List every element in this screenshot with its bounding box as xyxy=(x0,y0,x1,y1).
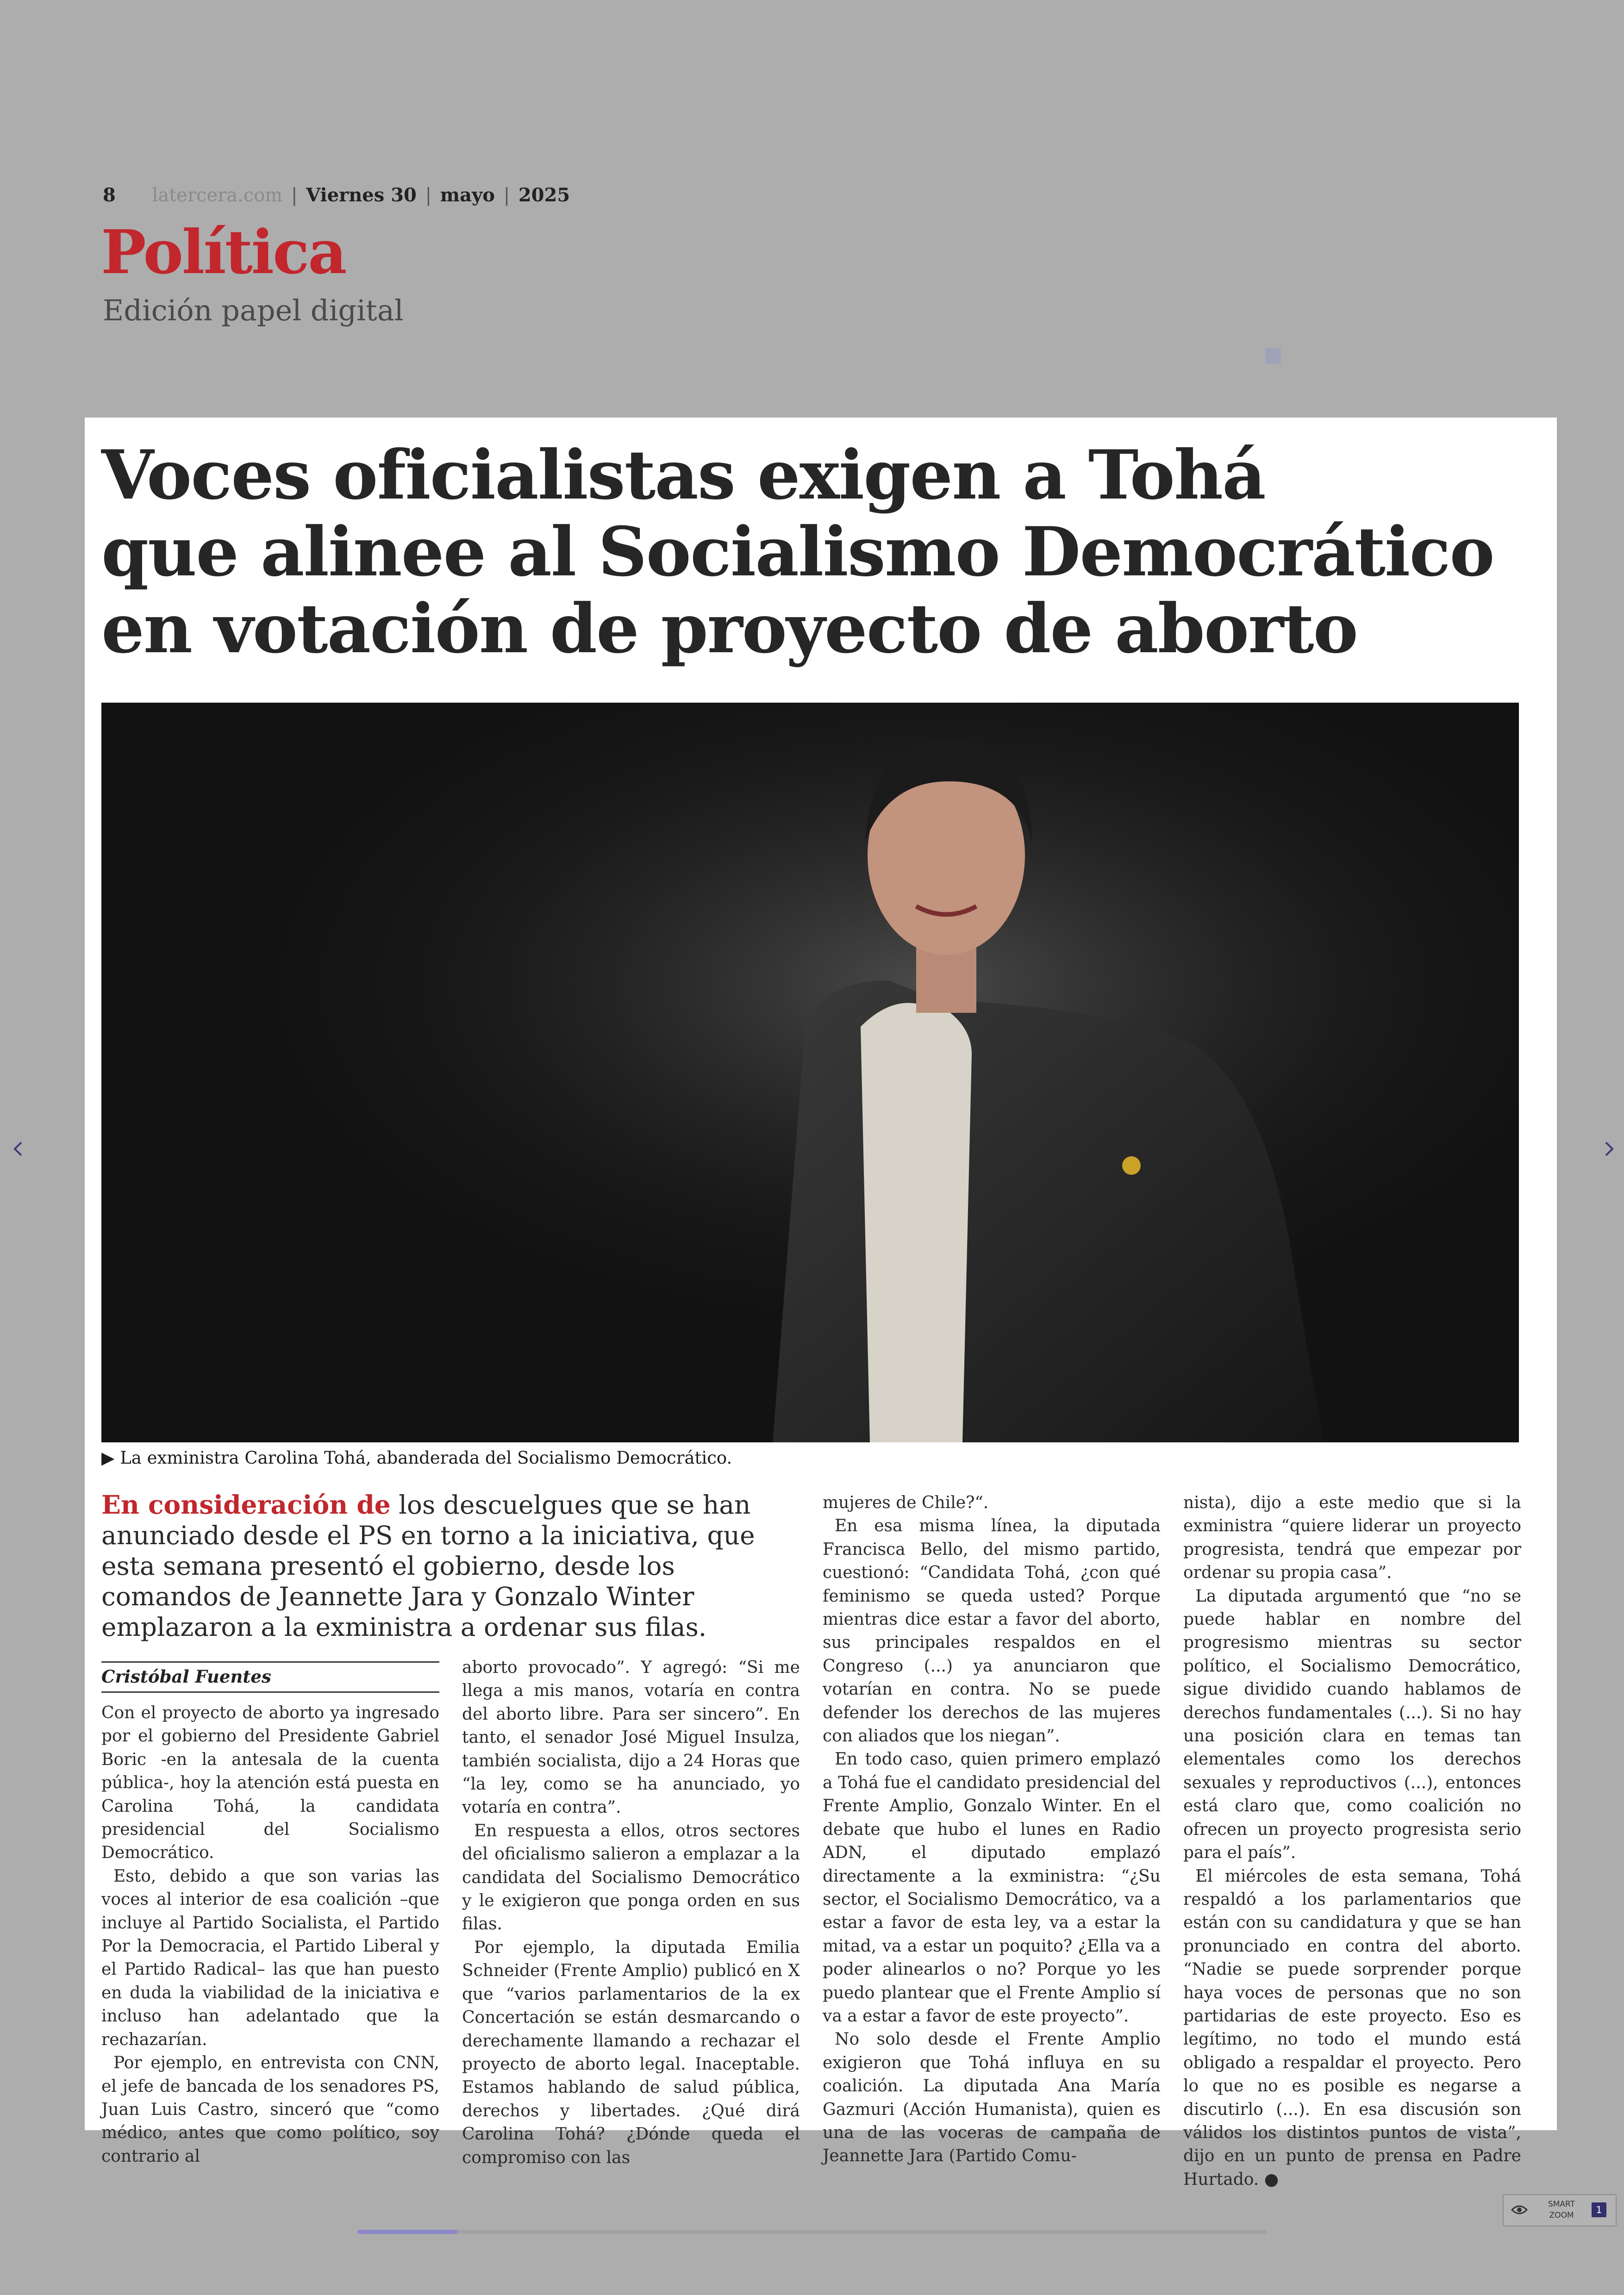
chevron-left-icon xyxy=(5,1135,32,1163)
headline-line: en votación de proyecto de aborto xyxy=(101,589,1357,668)
paragraph xyxy=(1183,1865,1521,2192)
photo-caption: ▶ La exministra Carolina Tohá, abanderada del Socialismo Democrático. xyxy=(101,1448,732,1468)
masthead-line xyxy=(103,184,570,206)
article-column-3 xyxy=(823,1491,1161,2168)
paragraph: Esto, debido a que son varias las voces al interior de esa coalición –que incluye al Partido Socialista, el Partido Por la Democracia, el Partido Liberal y el Partido Radical– las que han puesto en duda la viabilidad de la iniciativa e incluso han adelantado que la rechazarían. xyxy=(101,1866,439,2049)
paragraph: Por ejemplo, en entrevista con CNN, el jefe de bancada de los senadores PS, Juan Luis Castro, sinceró que “como médico, antes que como político, soy contrario al xyxy=(101,2053,439,2166)
article-column-1 xyxy=(101,1702,439,2168)
separator: | xyxy=(503,185,510,206)
article-photo xyxy=(101,703,1519,1442)
edition-subtitle: Edición papel digital xyxy=(103,293,404,327)
paragraph: Con el proyecto de aborto ya ingresado por el gobierno del Presidente Gabriel Boric -en la antesala de la cuenta pública-, hoy la atención está puesta en Carolina Tohá, la candidata presidencial del Socialismo Democrático. xyxy=(101,1703,439,1863)
paragraph: aborto provocado”. Y agregó: “Si me llega a mis manos, votaría en contra del aborto libre. Para ser sincero”. En tanto, el senador José Miguel Insulza, también socialista, dijo a 24 Horas que “la ley, como se ha anunciado, yo votaría en contra”. xyxy=(462,1658,800,1817)
prev-page-button[interactable] xyxy=(5,1135,32,1163)
paragraph: En esa misma línea, la diputada Francisca Bello, del mismo partido, cuestionó: “Candidata Tohá, ¿con qué feminismo se queda usted? Porque mientras dice estar a favor del aborto, sus principales respaldos en el Congreso (...) ya anunciaron que votarían en contra. No se puede defender los derechos de las mujeres con aliados que los niegan”. xyxy=(823,1516,1161,1746)
page-progress-bar[interactable] xyxy=(357,2230,1267,2234)
article-lede xyxy=(101,1490,787,1642)
separator: | xyxy=(291,185,298,206)
smart-zoom-count: 1 xyxy=(1592,2202,1606,2217)
site-name: latercera.com xyxy=(152,185,283,206)
date-year: 2025 xyxy=(518,184,570,206)
author-byline: Cristóbal Fuentes xyxy=(101,1661,439,1693)
end-mark: ● xyxy=(1264,2170,1279,2189)
lede-body: los descuelgues que se han anunciado desde el PS en torno a la iniciativa, que esta semana presentó el gobierno, desde los comandos de Jeannette Jara y Gonzalo Winter emplazaron a la exministra a ordenar sus filas. xyxy=(101,1490,755,1642)
eye-icon xyxy=(1511,2203,1528,2216)
paragraph-text: El miércoles de esta semana, Tohá respaldó a los parlamentarios que están con su candidatura y que se han pronunciado en contra del aborto. “Nadie se puede sorprender porque haya voces de personas que no son partidarias de este proyecto. Eso es legítimo, no todo el mundo está obligado a respaldar el proyecto. Pero lo que no es posible es negarse a discutirlo (...). En esa discusión son válidos los distintos puntos de vista”, dijo en un punto de prensa en Padre Hurtado. xyxy=(1183,1866,1521,2189)
paragraph: No solo desde el Frente Amplio exigieron que Tohá influya en su coalición. La diputada Ana María Gazmuri (Acción Humanista), quien es una de las voceras de campaña de Jeannette Jara (Partido Comu- xyxy=(823,2030,1161,2166)
next-page-button[interactable] xyxy=(1595,1135,1623,1163)
headline-line: que alinee al Socialismo Democrático xyxy=(101,512,1494,592)
lede-kicker: En consideración de xyxy=(101,1490,391,1520)
paragraph: Por ejemplo, la diputada Emilia Schneider (Frente Amplio) publicó en X que “varios parlamentarios de la ex Concertación se están desmarcando o derechamente llamando a rechazar el proyecto de aborto legal. Inaceptable. Estamos hablando de salud pública, derechos y libertades. ¿Qué dirá Carolina Tohá? ¿Dónde queda el compromiso con las xyxy=(462,1938,800,2167)
paragraph: mujeres de Chile?“. xyxy=(823,1493,989,1512)
smart-zoom-button[interactable] xyxy=(1503,2194,1617,2226)
section-title: Política xyxy=(101,217,346,287)
newspaper-page xyxy=(85,418,1557,2189)
paragraph: nista), dijo a este medio que si la exministra “quiere liderar un proyecto progresista, tendrá que empezar por ordenar su propia casa”. xyxy=(1183,1493,1521,1583)
headline-line: Voces oficialistas exigen a Tohá xyxy=(101,436,1265,515)
paragraph: La diputada argumentó que “no se puede hablar en nombre del progresismo mientras su sector político, el Socialismo Democrático, sigue dividido cuando hablamos de derechos fundamentales (...). Si no hay una posición clara en temas tan elementales como los derechos sexuales y reproductivos (...), entonces está claro que, como coalición no ofrecen un proyecto progresista serio para el país”. xyxy=(1183,1586,1521,1863)
article-column-2 xyxy=(462,1656,800,2170)
article-column-4 xyxy=(1183,1491,1521,2191)
paragraph: En todo caso, quien primero emplazó a Tohá fue el candidato presidencial del Frente Amplio, Gonzalo Winter. En el debate que hubo el lunes en Radio ADN, el diputado emplazó directamente a la exministra: “¿Su sector, el Socialismo Democrático, va a estar a favor de esta ley, va a estar la mitad, va a estar un poquito? ¿Ella va a poder alinearlos o no? Porque yo les puedo plantear que el Frente Amplio sí va a estar a favor de este proyecto”. xyxy=(823,1750,1161,2026)
chevron-right-icon xyxy=(1595,1135,1623,1163)
page-number: 8 xyxy=(103,184,116,206)
article-headline xyxy=(101,437,1537,667)
separator: | xyxy=(425,185,432,206)
smart-zoom-label: SMART ZOOM xyxy=(1548,2200,1575,2220)
portrait-illustration xyxy=(101,703,1519,1442)
date-month: mayo xyxy=(440,184,495,206)
paragraph: En respuesta a ellos, otros sectores del oficialismo salieron a emplazar a la candidata del Socialismo Democrático y le exigieron que ponga orden en sus filas. xyxy=(462,1821,800,1934)
page-thumbnail-icon[interactable] xyxy=(1265,348,1281,364)
progress-fill xyxy=(357,2230,457,2234)
date-day: Viernes 30 xyxy=(306,184,417,206)
